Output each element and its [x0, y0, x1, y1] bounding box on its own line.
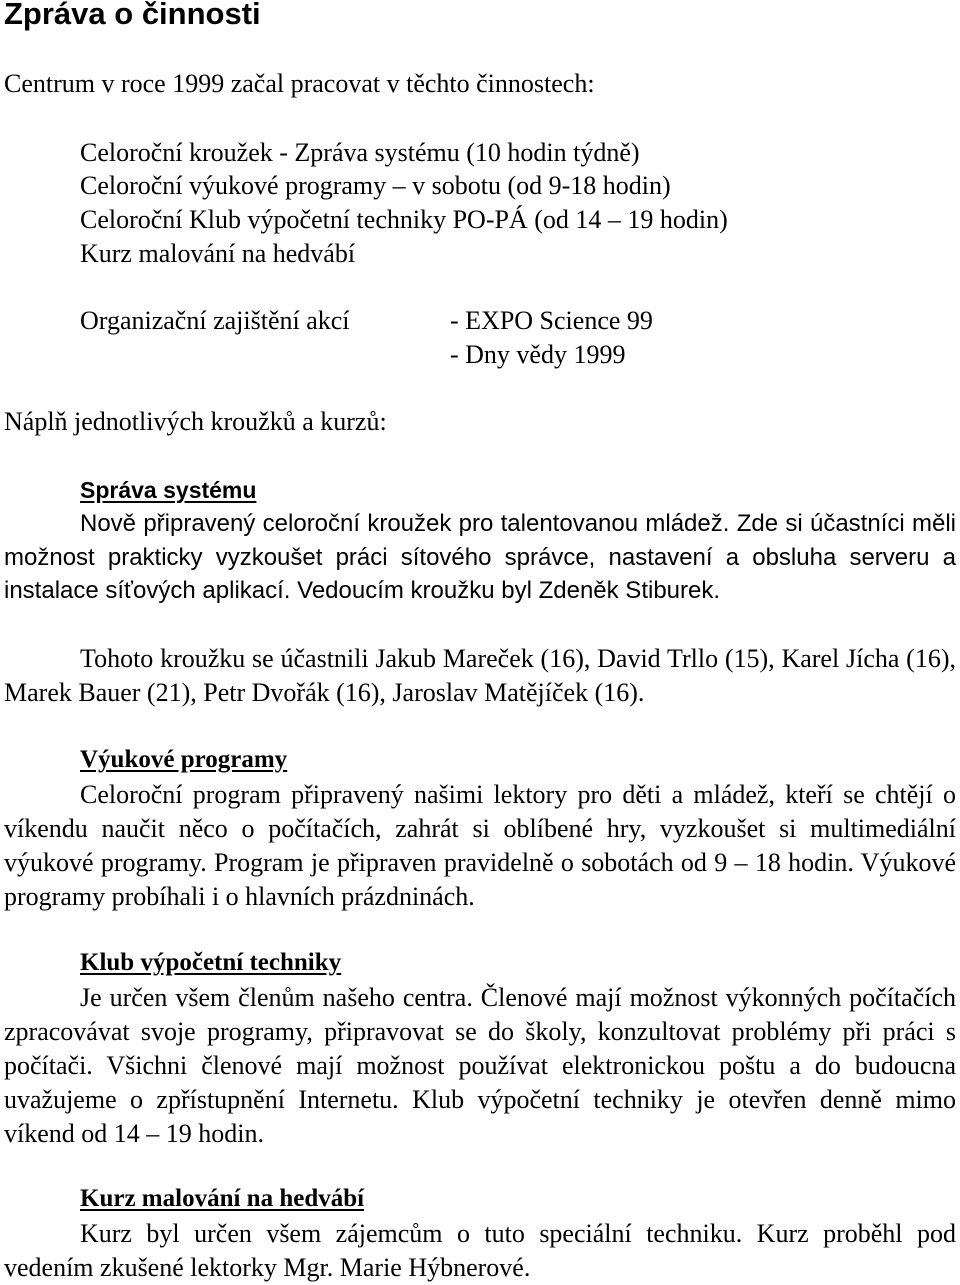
- events-label: Organizační zajištění akcí: [80, 306, 350, 335]
- activity-item: Celoroční Klub výpočetní techniky PO-PÁ (od 14 – 19 hodin): [80, 205, 728, 234]
- activity-item: Kurz malování na hedvábí: [80, 239, 356, 268]
- paragraph-text: Tohoto kroužku se účastnili Jakub Mareček (16), David Trllo (15), Karel Jícha (16), Marek Bauer (21), Petr Dvořák (16), Jaroslav Matějíček (16).: [4, 644, 956, 707]
- section-paragraph: [4, 981, 956, 1151]
- event-item: - EXPO Science 99: [450, 306, 653, 335]
- section-paragraph: [4, 778, 956, 914]
- section-heading: Správa systému: [80, 477, 257, 503]
- section-paragraph: [4, 507, 956, 608]
- section-heading: Kurz malování na hedvábí: [80, 1185, 365, 1212]
- section-paragraph: [4, 1217, 956, 1285]
- paragraph-text: Kurz byl určen všem zájemcům o tuto speciální techniku. Kurz proběhl pod vedením zkušené lektorky Mgr. Marie Hýbnerové.: [4, 1219, 956, 1282]
- activity-item: Celoroční kroužek - Zpráva systému (10 hodin týdně): [80, 138, 640, 167]
- section-heading: Výukové programy: [80, 746, 288, 773]
- paragraph-text: Celoroční program připravený našimi lektory pro děti a mládež, kteří se chtějí o víkendu naučit něco o počítačích, zahrát si oblíbené hry, vyzkoušet si multimediální výukové programy. Program je připraven pravidelně o sobotách od 9 – 18 hodin. Výukové programy probíhali i o hlavních prázdninách.: [4, 780, 956, 911]
- section-paragraph: [4, 642, 956, 710]
- document-title: Zpráva o činnosti: [4, 0, 261, 31]
- contents-heading: Náplň jednotlivých kroužků a kurzů:: [4, 407, 387, 436]
- section-heading: Klub výpočetní techniky: [80, 949, 342, 976]
- event-item: - Dny vědy 1999: [450, 340, 626, 369]
- paragraph-text: Nově připravený celoroční kroužek pro talentovanou mládež. Zde si účastníci měli možnost prakticky vyzkoušet práci sítového správce, nastavení a obsluha serveru a instalace síťových aplikací. Vedoucím kroužku byl Zdeněk Stiburek.: [4, 510, 956, 604]
- intro-text: Centrum v roce 1999 začal pracovat v těchto činnostech:: [4, 69, 595, 98]
- activity-item: Celoroční výukové programy – v sobotu (od 9-18 hodin): [80, 171, 671, 200]
- paragraph-text: Je určen všem členům našeho centra. Členové mají možnost výkonných počítačích zpracovávat svoje programy, připravovat se do školy, konzultovat problémy při práci s počítači. Všichni členové mají možnost používat elektronickou poštu a do budoucna uvažujeme o zpřístupnění Internetu. Klub výpočetní techniky je otevřen denně mimo víkend od 14 – 19 hodin.: [4, 983, 956, 1148]
